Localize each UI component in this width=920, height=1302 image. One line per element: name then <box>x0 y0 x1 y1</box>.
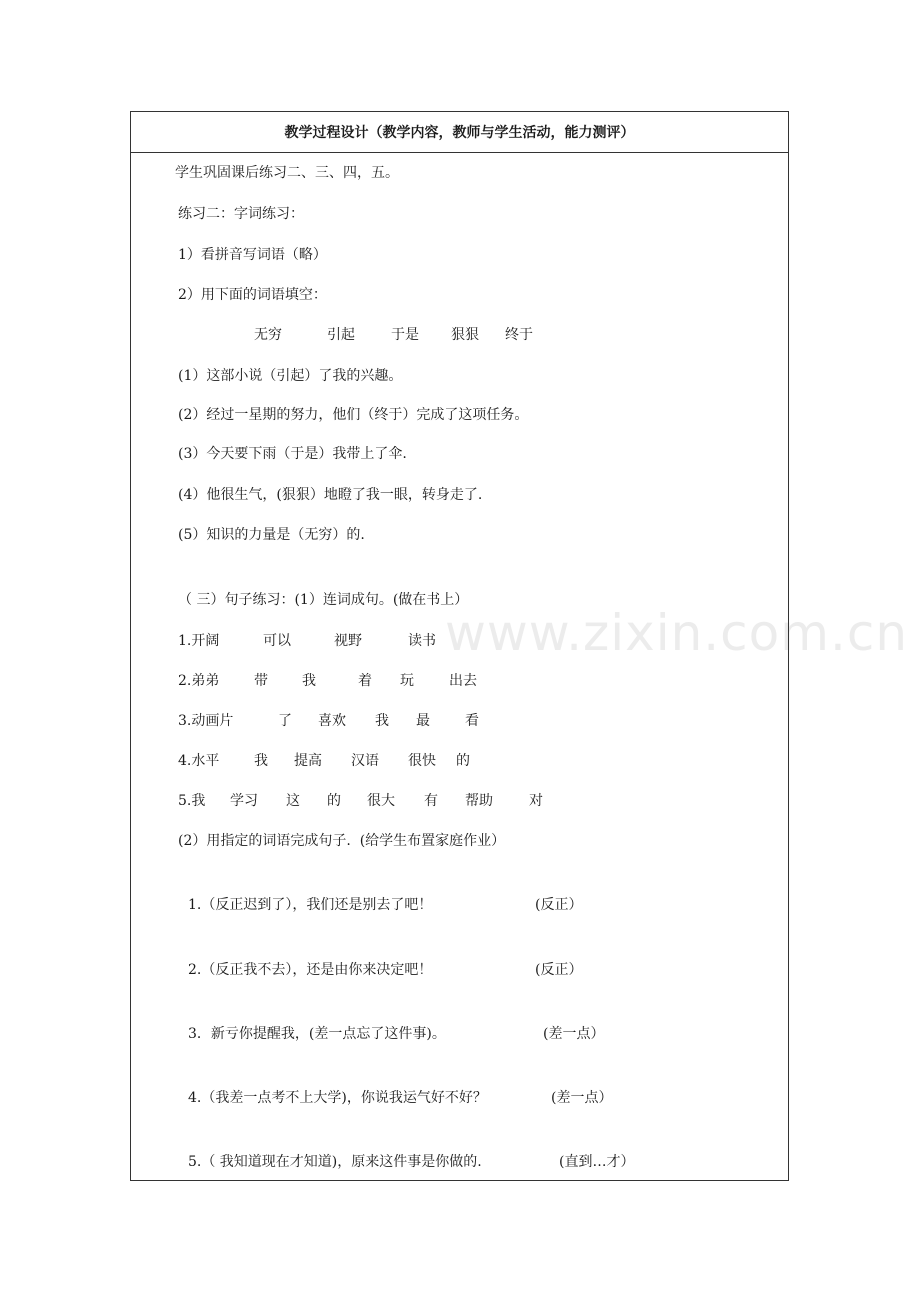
answer-hint: (差一点） <box>543 1026 605 1042</box>
exercise2-title: 练习二：字词练习： <box>178 206 304 222</box>
word-token: 着 <box>358 673 372 689</box>
answer-hint: (差一点） <box>551 1090 613 1106</box>
answer-sentence: 3．新亏你提醒我，(差一点忘了这件事)。 <box>188 1026 446 1042</box>
answer-sentence: 4.（我差一点考不上大学)，你说我运气好不好？ <box>188 1090 487 1106</box>
word-token: 喜欢 <box>318 713 346 729</box>
answer-sentence: 1.（反正迟到了），我们还是别去了吧！ <box>188 897 433 913</box>
word-token: 提高 <box>294 753 322 769</box>
word-token: 玩 <box>400 673 414 689</box>
exercise2-item2: 2）用下面的词语填空： <box>178 287 327 303</box>
intro-text: 学生巩固课后练习二、三、四，五。 <box>175 165 399 181</box>
word-token: 很大 <box>367 793 395 809</box>
word-token: 汉语 <box>351 753 379 769</box>
word-bank-item: 狠狠 <box>451 327 479 343</box>
word-token: 有 <box>424 793 438 809</box>
word-bank-item: 无穷 <box>254 327 282 343</box>
word-token: 的 <box>456 753 470 769</box>
fill-sentence: (5）知识的力量是（无穷）的. <box>178 527 365 543</box>
answer-hint: (直到…才） <box>559 1154 635 1170</box>
word-token: 最 <box>416 713 430 729</box>
word-token: 出去 <box>449 673 477 689</box>
word-token: 我 <box>302 673 316 689</box>
word-token: 1.开阔 <box>178 633 220 649</box>
word-token: 对 <box>529 793 543 809</box>
word-token: 5.我 <box>178 793 206 809</box>
word-token: 看 <box>465 713 479 729</box>
exercise2-item1: 1）看拼音写词语（略） <box>178 247 327 263</box>
answer-sentence: 5.（ 我知道现在才知道)，原来这件事是你做的. <box>188 1154 482 1170</box>
answer-hint: (反正） <box>535 962 583 978</box>
word-token: 很快 <box>408 753 436 769</box>
word-bank-item: 引起 <box>327 327 355 343</box>
answer-hint: (反正） <box>535 897 583 913</box>
word-token: 我 <box>254 753 268 769</box>
word-token: 这 <box>286 793 300 809</box>
word-token: 了 <box>278 713 292 729</box>
word-bank-item: 于是 <box>391 327 419 343</box>
fill-sentence: (3）今天要下雨（于是）我带上了伞. <box>178 446 407 462</box>
fill-sentence: (1）这部小说（引起）了我的兴趣。 <box>178 368 403 384</box>
word-token: 带 <box>254 673 268 689</box>
exercise3-title: （ 三）句子练习：(1）连词成句。(做在书上） <box>178 592 469 608</box>
exercise3-part2: (2）用指定的词语完成句子. (给学生布置家庭作业） <box>178 833 506 849</box>
word-token: 帮助 <box>465 793 493 809</box>
word-token: 2.弟弟 <box>178 673 220 689</box>
word-token: 读书 <box>408 633 436 649</box>
word-token: 4.水平 <box>178 753 220 769</box>
lesson-table <box>130 111 789 1181</box>
word-token: 3.动画片 <box>178 713 234 729</box>
fill-sentence: (2）经过一星期的努力，他们（终于）完成了这项任务。 <box>178 407 529 423</box>
word-token: 视野 <box>334 633 362 649</box>
table-header: 教学过程设计（教学内容，教师与学生活动，能力测评） <box>131 112 788 153</box>
word-token: 的 <box>327 793 341 809</box>
fill-sentence: (4）他很生气，(狠狠）地瞪了我一眼，转身走了. <box>178 487 483 503</box>
watermark: www.zixin.com.cn <box>445 604 909 662</box>
answer-sentence: 2.（反正我不去），还是由你来决定吧！ <box>188 962 433 978</box>
word-token: 我 <box>375 713 389 729</box>
word-token: 学习 <box>230 793 258 809</box>
word-token: 可以 <box>263 633 291 649</box>
word-bank-item: 终于 <box>505 327 533 343</box>
